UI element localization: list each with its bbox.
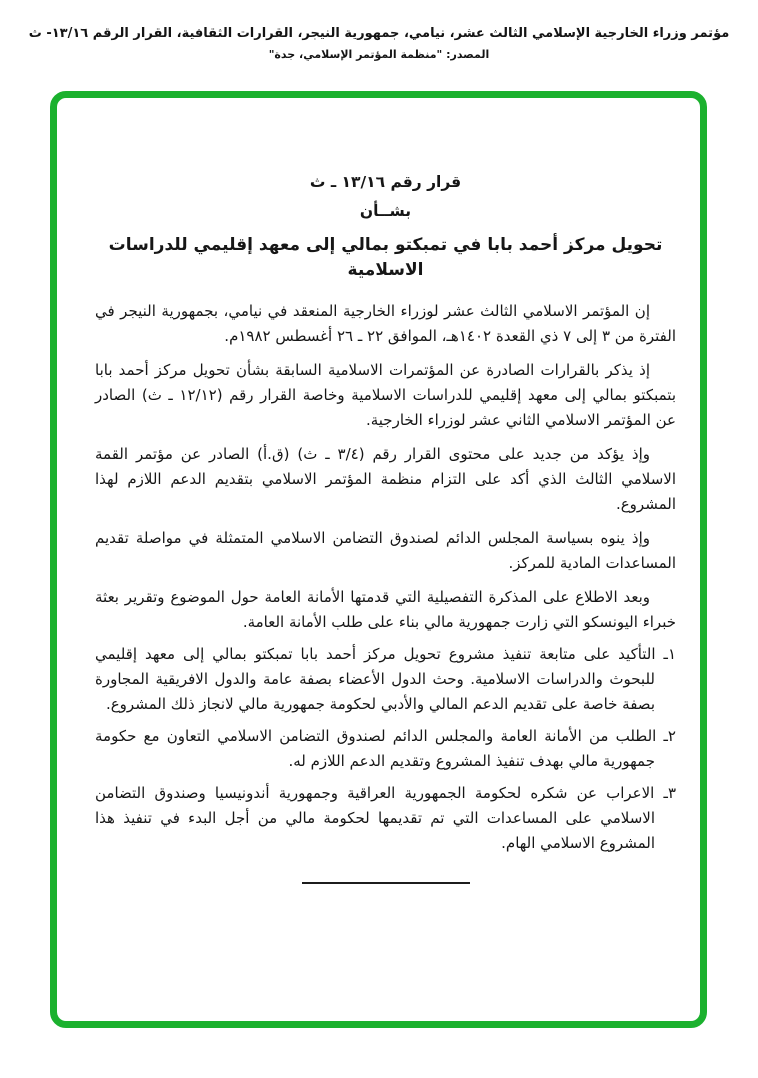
document-body [57, 98, 700, 884]
regarding-label: بشــأن [359, 202, 412, 220]
resolution-item [95, 642, 676, 717]
document-frame [50, 91, 707, 1028]
item-text: الطلب من الأمانة العامة والمجلس الدائم لصندوق التضامن الاسلامي التعاون مع حكومة جمهورية مالي بهدف تنفيذ المشروع وتقديم الدعم اللازم له. [95, 727, 657, 770]
item-number: ٣ـ [663, 784, 676, 802]
preamble-paragraph: وإذ ينوه بسياسة المجلس الدائم لصندوق التضامن الاسلامي المتمثلة في مواصلة تقديم المساعدات المادية للمركز. [95, 529, 676, 572]
item-text: التأكيد على متابعة تنفيذ مشروع تحويل مركز أحمد بابا تمبكتو بمالي إلى معهد إقليمي للبحوث والدراسات الاسلامية. وحث الدول الأعضاء بصفة عامة والدول الافريقية المجاورة بصفة خاصة على تقديم الدعم المالي والأدبي لحكومة جمهورية مالي لانجاز ذلك المشروع. [95, 645, 656, 713]
item-number: ٢ـ [663, 727, 676, 745]
preamble-paragraph: إن المؤتمر الاسلامي الثالث عشر لوزراء الخارجية المنعقد في نيامي، بجمهورية النيجر في الفترة من ٣ إلى ٧ ذي القعدة ١٤٠٢هـ، الموافق ٢٢ ـ ٢٦ أغسطس ١٩٨٢م. [95, 302, 676, 345]
resolution-subject-title: تحويل مركز أحمد بابا في تمبكتو بمالي إلى معهد إقليمي للدراسات الاسلامية [108, 235, 663, 280]
page-header [0, 26, 758, 61]
resolution-number-title: قرار رقم ١٣/١٦ ـ ث [309, 173, 462, 191]
source-citation-line: مؤتمر وزراء الخارجية الإسلامي الثالث عشر، نيامي، جمهورية النيجر، القرارات الثقافية، القرار الرقم ١٣/١٦- ث [28, 26, 730, 41]
preamble-paragraph: إذ يذكر بالقرارات الصادرة عن المؤتمرات الاسلامية السابقة بشأن تحويل مركز أحمد بابا بتمبكتو بمالي إلى معهد إقليمي للدراسات الاسلامية وخاصة القرار رقم (١٢/١٢ ـ ث) الصادر عن المؤتمر الاسلامي الثاني عشر لوزراء الخارجية. [95, 361, 677, 429]
preamble-paragraph: وإذ يؤكد من جديد على محتوى القرار رقم (٣/٤ ـ ث) (ق.أ) الصادر عن مؤتمر القمة الاسلامي الثالث الذي أكد على التزام منظمة المؤتمر الاسلامي بتقديم الدعم اللازم لهذا المشروع. [95, 445, 676, 513]
end-divider [302, 882, 470, 884]
item-number: ١ـ [663, 645, 676, 663]
resolution-item [95, 724, 676, 774]
source-publisher-line: المصدر: "منظمة المؤتمر الإسلامي، جدة" [268, 48, 490, 61]
item-text: الاعراب عن شكره لحكومة الجمهورية العراقية وجمهورية أندونيسيا وصندوق التضامن الاسلامي على المساعدات التي تم تقديمها لحكومة مالي من أجل البدء في تنفيذ هذا المشروع الاسلامي الهام. [95, 784, 655, 852]
resolution-item [95, 781, 676, 856]
preamble-paragraph: وبعد الاطلاع على المذكرة التفصيلية التي قدمتها الأمانة العامة حول الموضوع وتقرير بعثة خبراء اليونسكو التي زارت جمهورية مالي بناء على طلب الأمانة العامة. [95, 588, 676, 631]
